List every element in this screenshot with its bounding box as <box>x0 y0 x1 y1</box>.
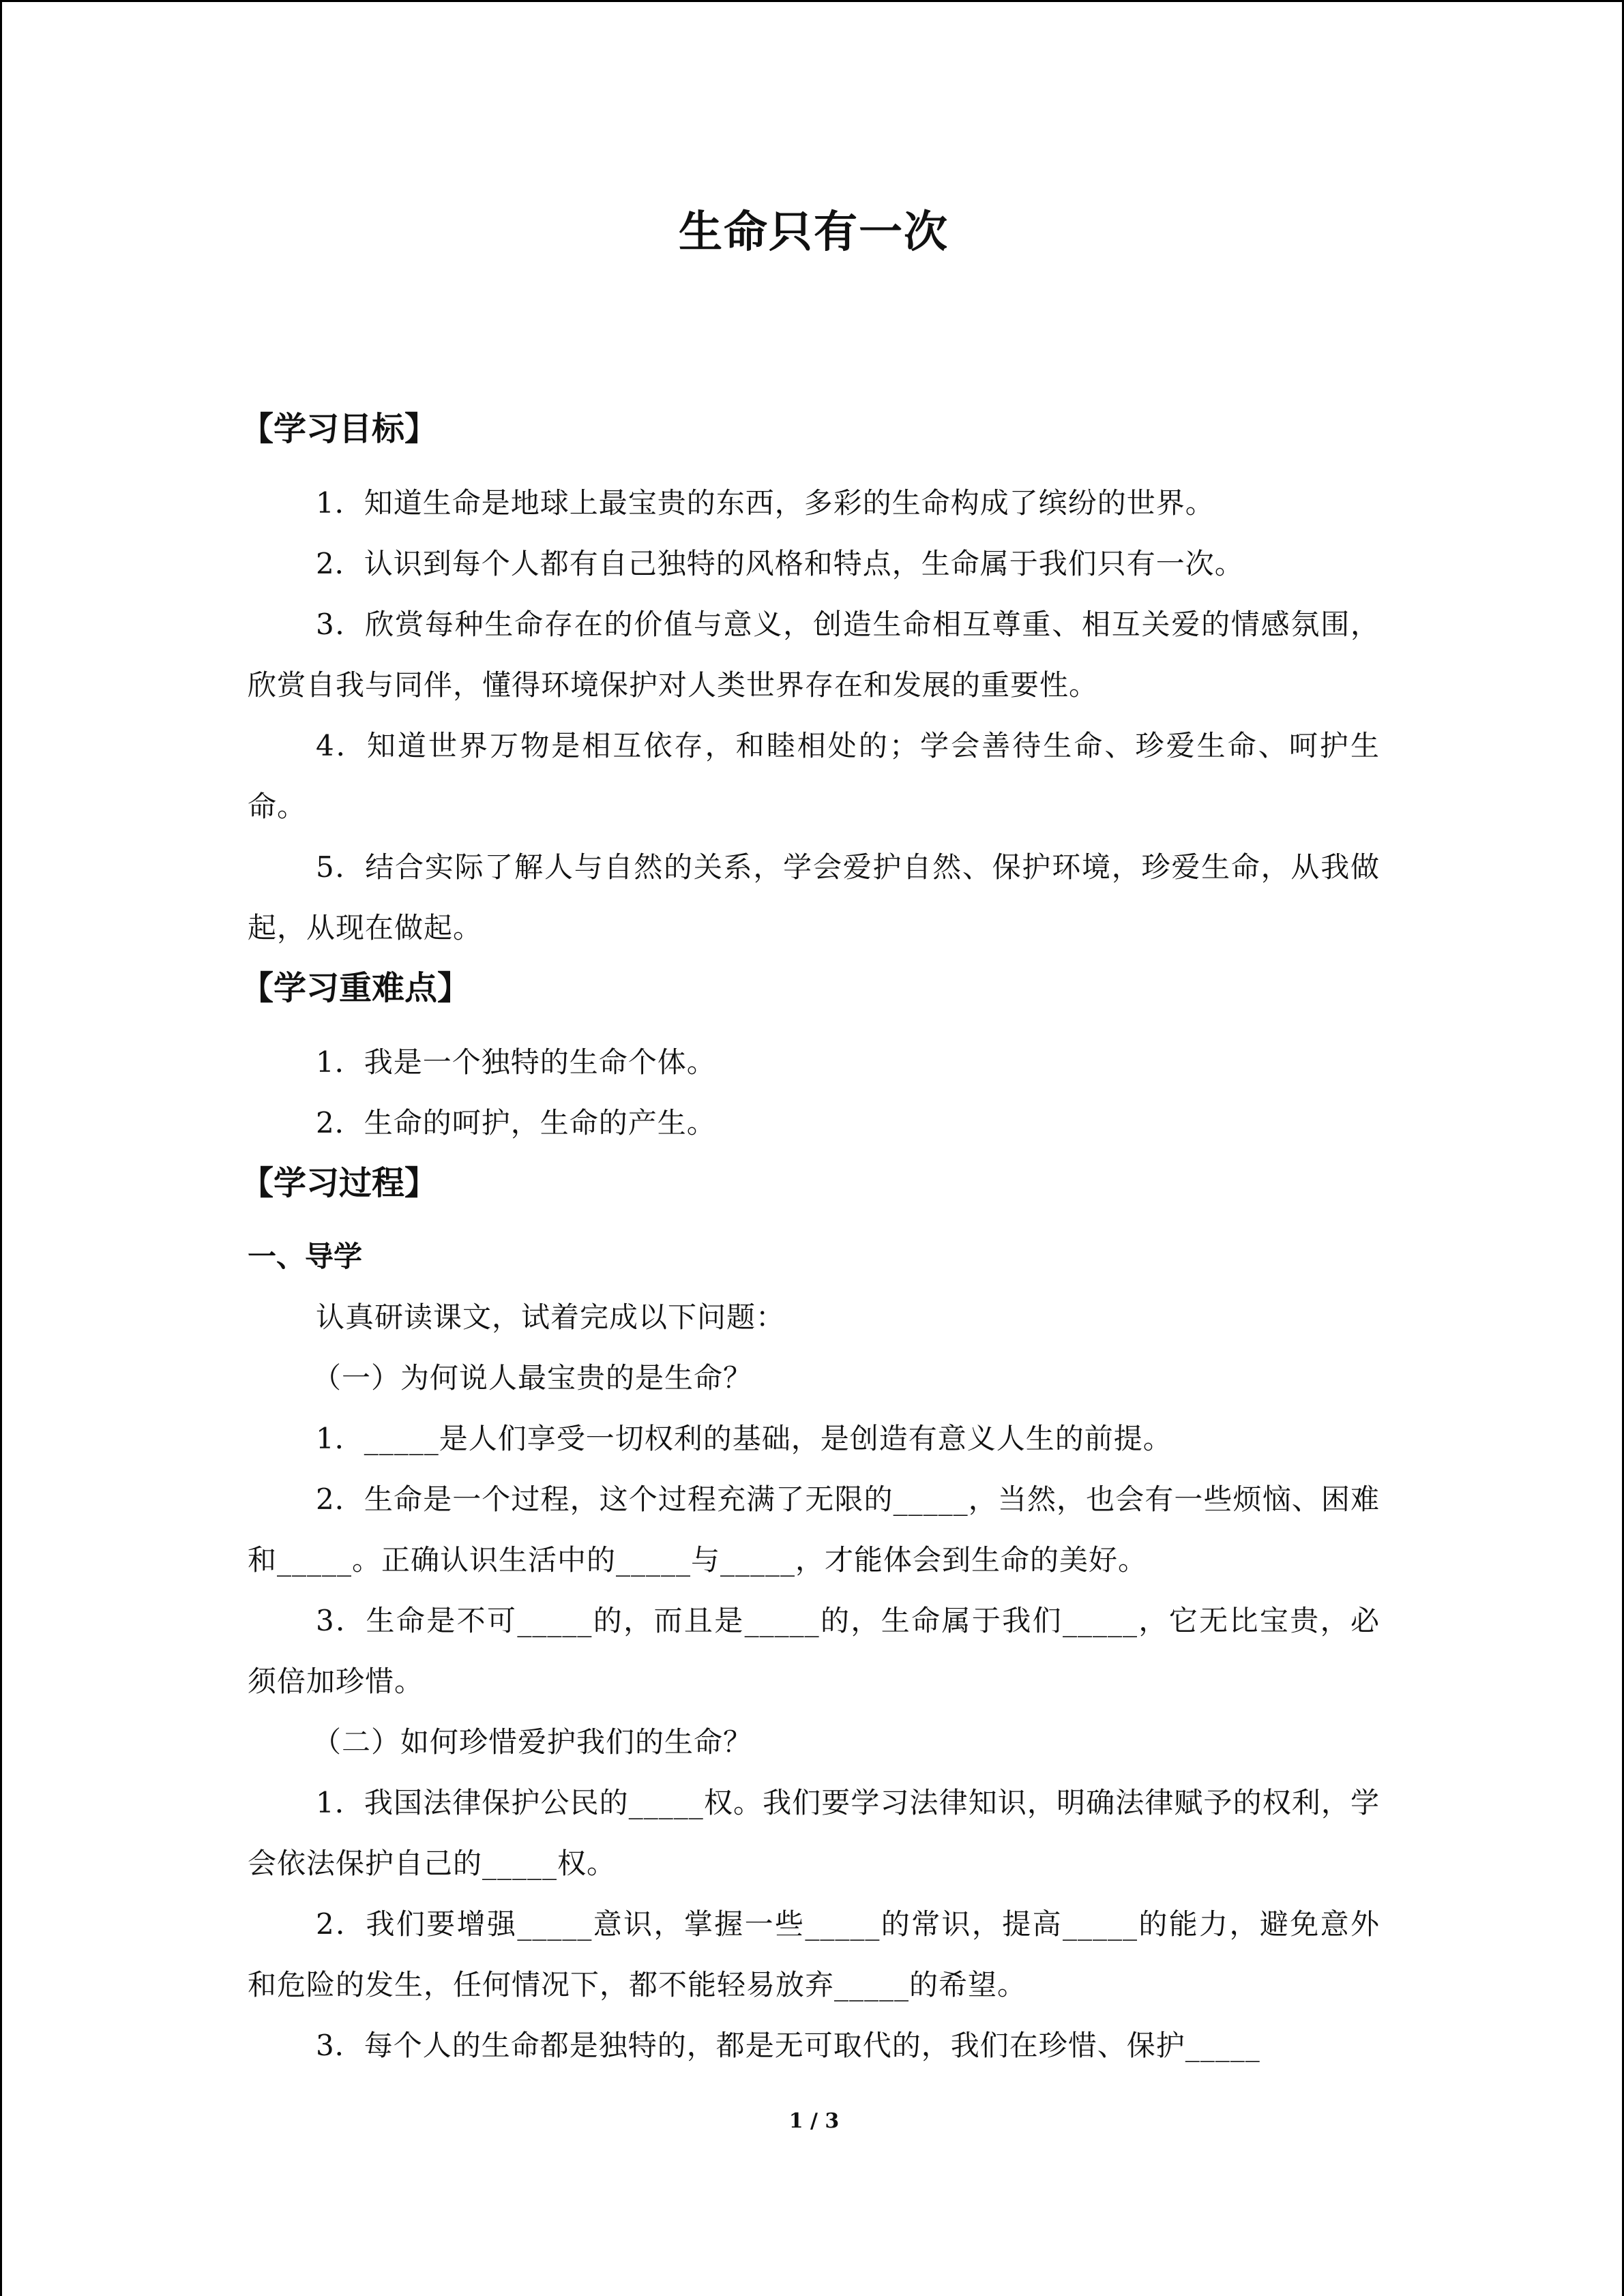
goal-item: 2．认识到每个人都有自己独特的风格和特点，生命属于我们只有一次。 <box>316 546 1244 580</box>
goal-item: 3．欣赏每种生命存在的价值与意义，创造生命相互尊重、相互关爱的情感氛围，欣赏自我与同伴，懂得环境保护对人类世界存在和发展的重要性。 <box>248 607 1380 702</box>
key-point-item: 1．我是一个独特的生命个体。 <box>316 1045 716 1079</box>
section-heading-key-points: 【学习重难点】 <box>241 968 471 1007</box>
page-number: 1 / 3 <box>788 2109 840 2133</box>
goal-item: 4．知道世界万物是相互依存，和睦相处的；学会善待生命、珍爱生命、呵护生命。 <box>248 728 1380 823</box>
document-content <box>241 207 1380 2076</box>
section-heading-goals: 【学习目标】 <box>241 409 438 448</box>
fill-blank-question: 1．我国法律保护公民的_____权。我们要学习法律知识，明确法律赋予的权利，学会依法保护自己的_____权。 <box>248 1785 1380 1880</box>
fill-blank-question: 2．我们要增强_____意识，掌握一些_____的常识，提高_____的能力，避免意外和危险的发生，任何情况下，都不能轻易放弃_____的希望。 <box>248 1907 1380 2001</box>
subheading-guided-study: 一、导学 <box>248 1239 363 1273</box>
goal-item: 1．知道生命是地球上最宝贵的东西，多彩的生命构成了缤纷的世界。 <box>316 486 1215 520</box>
fill-blank-question: 3．生命是不可_____的，而且是_____的，生命属于我们_____，它无比宝贵，必须倍加珍惜。 <box>248 1603 1380 1698</box>
question-group-title: （一）为何说人最宝贵的是生命？ <box>312 1360 753 1395</box>
key-point-item: 2．生命的呵护，生命的产生。 <box>316 1105 716 1139</box>
process-intro: 认真研读课文，试着完成以下问题： <box>316 1300 786 1334</box>
fill-blank-question: 1．_____是人们享受一切权利的基础，是创造有意义人生的前提。 <box>316 1421 1172 1455</box>
fill-blank-question: 2．生命是一个过程，这个过程充满了无限的_____，当然，也会有一些烦恼、困难和_____。正确认识生活中的_____与_____，才能体会到生命的美好。 <box>248 1482 1380 1577</box>
question-group-title: （二）如何珍惜爱护我们的生命？ <box>312 1725 753 1759</box>
document-title: 生命只有一次 <box>679 207 949 258</box>
section-heading-process: 【学习过程】 <box>241 1163 438 1202</box>
fill-blank-question: 3．每个人的生命都是独特的，都是无可取代的，我们在珍惜、保护_____ <box>316 2028 1260 2062</box>
goal-item: 5．结合实际了解人与自然的关系，学会爱护自然、保护环境，珍爱生命，从我做起，从现在做起。 <box>248 850 1380 944</box>
